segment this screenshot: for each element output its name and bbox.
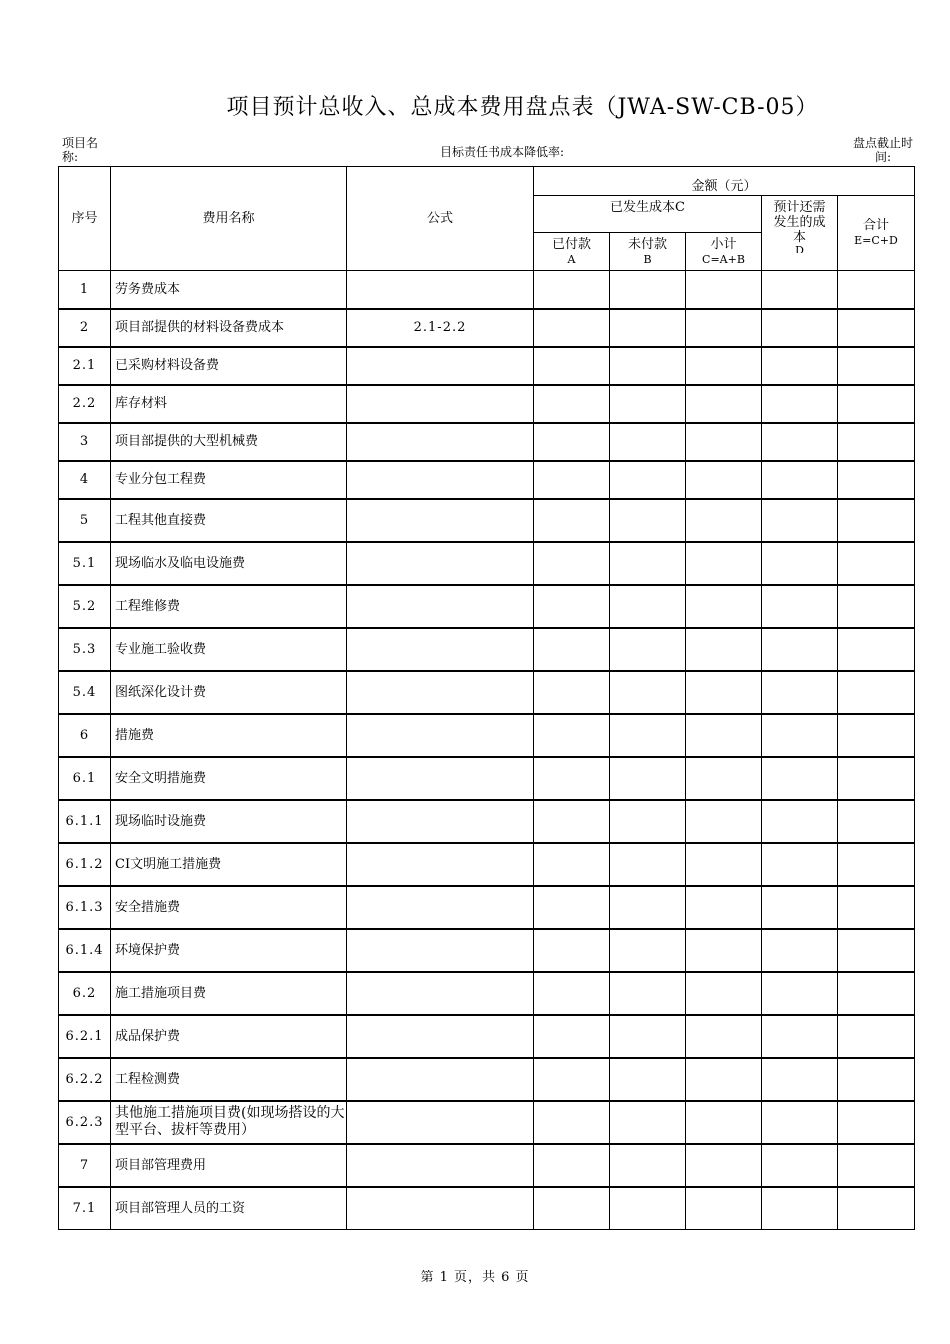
cell-total [838, 309, 915, 347]
cell-total [838, 843, 915, 886]
row-seq: 2 [59, 309, 111, 347]
cell-subtotal [686, 1144, 762, 1187]
cell-paid [534, 800, 610, 843]
cell-total [838, 1144, 915, 1187]
table-row [59, 385, 915, 423]
cell-total [838, 1058, 915, 1101]
row-formula [347, 671, 534, 714]
table-body [59, 271, 915, 1230]
header-expected [762, 196, 838, 271]
cell-total [838, 271, 915, 309]
cell-unpaid [610, 271, 686, 309]
cell-paid [534, 1144, 610, 1187]
cell-unpaid [610, 843, 686, 886]
cell-subtotal [686, 671, 762, 714]
cell-expected [762, 714, 838, 757]
cell-subtotal [686, 499, 762, 542]
cell-unpaid [610, 671, 686, 714]
row-seq: 6.1.1 [59, 800, 111, 843]
header-unpaid [610, 232, 686, 270]
row-formula [347, 423, 534, 461]
cell-expected [762, 1101, 838, 1144]
cell-unpaid [610, 1058, 686, 1101]
cell-paid [534, 1015, 610, 1058]
cell-subtotal [686, 1187, 762, 1230]
cell-subtotal [686, 461, 762, 499]
row-formula [347, 461, 534, 499]
header-paid [534, 232, 610, 270]
page-footer: 第 1 页，共 6 页 [420, 1270, 530, 1285]
cell-subtotal [686, 1101, 762, 1144]
header-unpaid-label: 未付款 [627, 236, 667, 252]
row-formula: 2.1-2.2 [347, 309, 534, 347]
row-seq: 6.1.3 [59, 886, 111, 929]
cell-unpaid [610, 929, 686, 972]
row-formula [347, 972, 534, 1015]
cell-paid [534, 423, 610, 461]
header-incurred: 已发生成本C [534, 196, 762, 233]
row-name: 施工措施项目费 [111, 972, 347, 1015]
cell-expected [762, 309, 838, 347]
cell-unpaid [610, 309, 686, 347]
cell-expected [762, 1187, 838, 1230]
header-unpaid-code: B [643, 252, 652, 264]
table-row [59, 423, 915, 461]
cell-paid [534, 929, 610, 972]
cell-total [838, 628, 915, 671]
cell-subtotal [686, 585, 762, 628]
row-name: 环境保护费 [111, 929, 347, 972]
cell-paid [534, 671, 610, 714]
row-seq: 7 [59, 1144, 111, 1187]
cell-paid [534, 347, 610, 385]
row-seq: 6.2.2 [59, 1058, 111, 1101]
table-row [59, 1144, 915, 1187]
cost-inventory-table [58, 166, 915, 1230]
cell-paid [534, 1187, 610, 1230]
row-seq: 6.2 [59, 972, 111, 1015]
cell-subtotal [686, 972, 762, 1015]
row-seq: 6.1 [59, 757, 111, 800]
cell-subtotal [686, 800, 762, 843]
row-seq: 5.3 [59, 628, 111, 671]
row-seq: 4 [59, 461, 111, 499]
cell-total [838, 461, 915, 499]
cell-subtotal [686, 347, 762, 385]
cell-subtotal [686, 714, 762, 757]
header-paid-code: A [567, 252, 576, 264]
cell-unpaid [610, 800, 686, 843]
cell-unpaid [610, 385, 686, 423]
cell-subtotal [686, 1058, 762, 1101]
table-row [59, 972, 915, 1015]
row-seq: 7.1 [59, 1187, 111, 1230]
row-name: 项目部管理人员的工资 [111, 1187, 347, 1230]
cell-total [838, 347, 915, 385]
cell-expected [762, 628, 838, 671]
cell-paid [534, 271, 610, 309]
row-seq: 5.1 [59, 542, 111, 585]
header-paid-label: 已付款 [551, 236, 591, 252]
cutoff-time-label: 盘点截止时间: [852, 136, 913, 164]
row-formula [347, 385, 534, 423]
cell-unpaid [610, 628, 686, 671]
cell-paid [534, 1101, 610, 1144]
header-expected-label: 预计还需发生的成本 [773, 200, 826, 245]
table-row [59, 714, 915, 757]
cell-unpaid [610, 499, 686, 542]
row-formula [347, 843, 534, 886]
row-seq: 6.1.2 [59, 843, 111, 886]
row-formula [347, 542, 534, 585]
cell-total [838, 757, 915, 800]
cell-unpaid [610, 1015, 686, 1058]
cell-expected [762, 542, 838, 585]
table-row [59, 1187, 915, 1230]
cell-expected [762, 1015, 838, 1058]
header-total-label: 合计 [862, 218, 889, 233]
row-formula [347, 1144, 534, 1187]
row-name: CI文明施工措施费 [111, 843, 347, 886]
table-row [59, 929, 915, 972]
project-name-label: 项目名称: [62, 136, 99, 164]
cell-total [838, 671, 915, 714]
row-formula [347, 1187, 534, 1230]
row-name: 专业施工验收费 [111, 628, 347, 671]
cell-subtotal [686, 929, 762, 972]
cell-paid [534, 714, 610, 757]
header-subtotal [686, 232, 762, 270]
header-subtotal-code: C=A+B [702, 252, 745, 264]
row-formula [347, 886, 534, 929]
row-name: 工程检测费 [111, 1058, 347, 1101]
row-name: 安全措施费 [111, 886, 347, 929]
cell-total [838, 714, 915, 757]
cell-unpaid [610, 461, 686, 499]
row-formula [347, 714, 534, 757]
table-row [59, 461, 915, 499]
row-name: 现场临时设施费 [111, 800, 347, 843]
row-name: 成品保护费 [111, 1015, 347, 1058]
cell-expected [762, 757, 838, 800]
cell-unpaid [610, 1187, 686, 1230]
cell-unpaid [610, 886, 686, 929]
cell-total [838, 1015, 915, 1058]
cell-paid [534, 542, 610, 585]
row-formula [347, 1015, 534, 1058]
cell-paid [534, 585, 610, 628]
header-subtotal-label: 小计 [710, 236, 737, 252]
row-name: 已采购材料设备费 [111, 347, 347, 385]
table-row [59, 800, 915, 843]
row-name: 项目部管理费用 [111, 1144, 347, 1187]
row-formula [347, 1058, 534, 1101]
cell-expected [762, 886, 838, 929]
cell-total [838, 1101, 915, 1144]
cell-expected [762, 1058, 838, 1101]
header-seq: 序号 [59, 167, 111, 271]
cell-expected [762, 271, 838, 309]
header-amount: 金额（元） [534, 167, 915, 196]
row-name: 劳务费成本 [111, 271, 347, 309]
cell-expected [762, 585, 838, 628]
row-seq: 1 [59, 271, 111, 309]
cell-unpaid [610, 1144, 686, 1187]
cell-unpaid [610, 347, 686, 385]
row-formula [347, 800, 534, 843]
row-name: 库存材料 [111, 385, 347, 423]
cell-unpaid [610, 542, 686, 585]
row-name: 图纸深化设计费 [111, 671, 347, 714]
cell-total [838, 929, 915, 972]
cell-subtotal [686, 843, 762, 886]
table-row [59, 1101, 915, 1144]
cell-expected [762, 800, 838, 843]
cell-expected [762, 499, 838, 542]
cell-subtotal [686, 271, 762, 309]
row-name: 现场临水及临电设施费 [111, 542, 347, 585]
cell-total [838, 800, 915, 843]
table-row [59, 1015, 915, 1058]
row-seq: 6.2.3 [59, 1101, 111, 1144]
table-row [59, 585, 915, 628]
cell-expected [762, 347, 838, 385]
row-seq: 5.4 [59, 671, 111, 714]
cell-paid [534, 843, 610, 886]
cell-total [838, 1187, 915, 1230]
cell-paid [534, 757, 610, 800]
table-row [59, 757, 915, 800]
reduction-rate-label: 目标责任书成本降低率: [440, 145, 565, 159]
row-formula [347, 499, 534, 542]
cell-unpaid [610, 714, 686, 757]
cell-unpaid [610, 757, 686, 800]
cell-subtotal [686, 757, 762, 800]
cell-expected [762, 461, 838, 499]
table-row [59, 309, 915, 347]
cell-paid [534, 972, 610, 1015]
row-formula [347, 929, 534, 972]
cell-total [838, 972, 915, 1015]
cell-subtotal [686, 542, 762, 585]
cell-total [838, 423, 915, 461]
cell-subtotal [686, 309, 762, 347]
cell-total [838, 499, 915, 542]
row-formula [347, 757, 534, 800]
cell-paid [534, 1058, 610, 1101]
cell-subtotal [686, 628, 762, 671]
row-name: 专业分包工程费 [111, 461, 347, 499]
cell-paid [534, 385, 610, 423]
cell-subtotal [686, 423, 762, 461]
table-row [59, 271, 915, 309]
table-row [59, 347, 915, 385]
cell-paid [534, 309, 610, 347]
table-row [59, 1058, 915, 1101]
cell-expected [762, 423, 838, 461]
row-formula [347, 1101, 534, 1144]
row-seq: 5 [59, 499, 111, 542]
row-seq: 2.1 [59, 347, 111, 385]
cell-expected [762, 1144, 838, 1187]
cell-expected [762, 929, 838, 972]
cell-paid [534, 461, 610, 499]
row-name: 项目部提供的大型机械费 [111, 423, 347, 461]
page-title: 项目预计总收入、总成本费用盘点表（JWA-SW-CB-05） [226, 95, 819, 120]
table-row [59, 671, 915, 714]
row-name: 安全文明措施费 [111, 757, 347, 800]
row-formula [347, 271, 534, 309]
row-seq: 5.2 [59, 585, 111, 628]
header-formula: 公式 [347, 167, 534, 271]
cell-total [838, 585, 915, 628]
row-name: 措施费 [111, 714, 347, 757]
row-seq: 6.1.4 [59, 929, 111, 972]
row-name: 工程其他直接费 [111, 499, 347, 542]
cell-paid [534, 628, 610, 671]
table-row [59, 886, 915, 929]
row-seq: 3 [59, 423, 111, 461]
cell-subtotal [686, 385, 762, 423]
table-row [59, 542, 915, 585]
table-row [59, 499, 915, 542]
row-seq: 2.2 [59, 385, 111, 423]
row-seq: 6 [59, 714, 111, 757]
cell-subtotal [686, 886, 762, 929]
cell-expected [762, 671, 838, 714]
header-expected-code: D [795, 245, 804, 253]
header-total-code: E=C+D [854, 234, 898, 247]
cell-total [838, 886, 915, 929]
cell-unpaid [610, 972, 686, 1015]
cell-total [838, 542, 915, 585]
row-formula [347, 628, 534, 671]
header-name: 费用名称 [111, 167, 347, 271]
row-name: 其他施工措施项目费(如现场搭设的大型平台、拔杆等费用） [111, 1101, 347, 1144]
header-total [838, 196, 915, 271]
table-row [59, 843, 915, 886]
cell-expected [762, 385, 838, 423]
cell-expected [762, 972, 838, 1015]
cell-unpaid [610, 1101, 686, 1144]
cell-subtotal [686, 1015, 762, 1058]
row-seq: 6.2.1 [59, 1015, 111, 1058]
cell-unpaid [610, 423, 686, 461]
row-formula [347, 347, 534, 385]
cell-unpaid [610, 585, 686, 628]
cell-expected [762, 843, 838, 886]
row-name: 项目部提供的材料设备费成本 [111, 309, 347, 347]
cell-paid [534, 499, 610, 542]
row-name: 工程维修费 [111, 585, 347, 628]
cell-total [838, 385, 915, 423]
table-row [59, 628, 915, 671]
row-formula [347, 585, 534, 628]
cell-paid [534, 886, 610, 929]
